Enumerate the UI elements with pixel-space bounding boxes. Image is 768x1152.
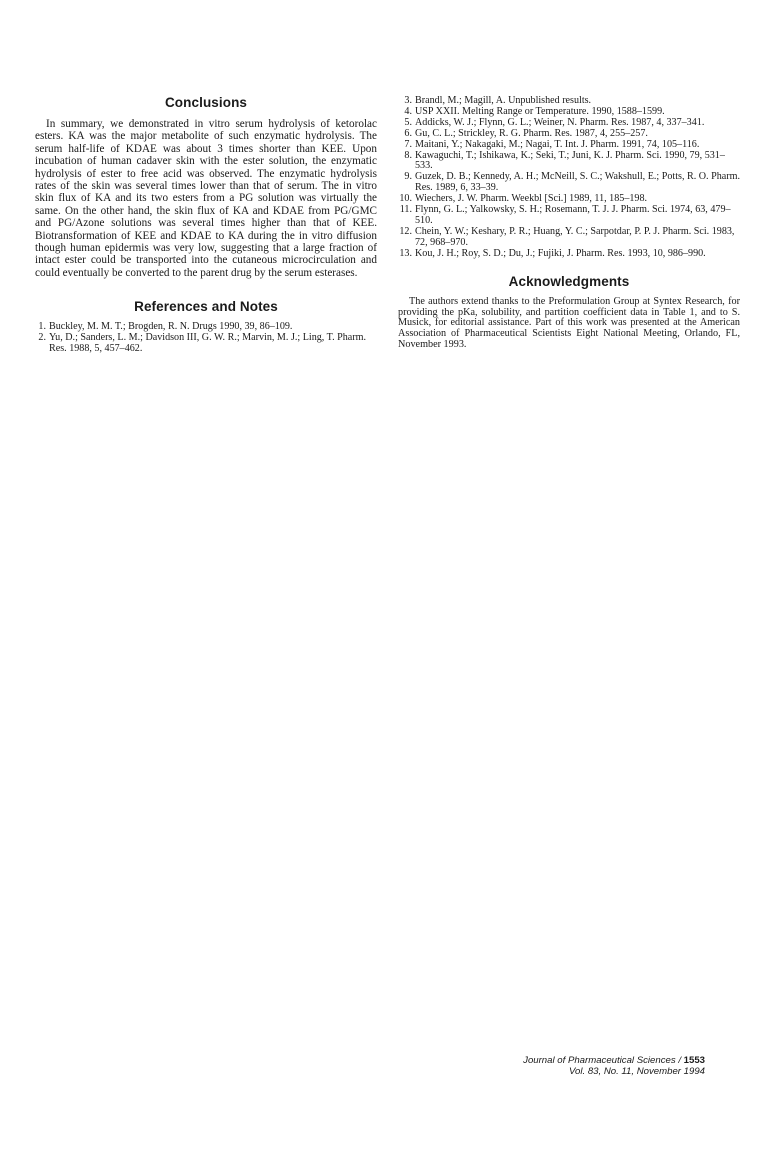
footer-issue-line: Vol. 83, No. 11, November 1994: [569, 1066, 705, 1077]
reference-item: 13. Kou, J. H.; Roy, S. D.; Du, J.; Fujiki, J. Pharm. Res. 1993, 10, 986–990.: [399, 247, 706, 259]
reference-list: [35, 322, 377, 355]
reference-item: 11. Flynn, G. L.; Yalkowsky, S. H.; Rosemann, T. J. J. Pharm. Sci. 1974, 63, 479–510.: [399, 204, 731, 226]
journal-name: Journal of Pharmaceutical Sciences /: [523, 1055, 684, 1066]
reference-item: 8. Kawaguchi, T.; Ishikawa, K.; Seki, T.; Juni, K. J. Pharm. Sci. 1990, 79, 531–533.: [404, 149, 725, 172]
reference-list-continued: [398, 96, 740, 260]
page-number: 1553: [683, 1055, 705, 1066]
left-column: [35, 95, 377, 355]
page-footer: [445, 1055, 705, 1077]
reference-item: 9. Guzek, D. B.; Kennedy, A. H.; McNeill, S. C.; Wakshull, E.; Potts, R. O. Pharm. Res. 1989, 6, 33–39.: [404, 171, 740, 194]
reference-item: 3. Brandl, M.; Magill, A. Unpublished results.: [404, 95, 592, 106]
reference-item: 7. Maitani, Y.; Nakagaki, M.; Nagai, T. Int. J. Pharm. 1991, 74, 105–116.: [404, 138, 700, 150]
reference-item: 10. Wiechers, J. W. Pharm. Weekbl [Sci.] 1989, 11, 185–198.: [399, 193, 648, 205]
reference-item: 4. USP XXII. Melting Range or Temperature. 1990, 1588–1599.: [404, 105, 665, 117]
acknowledgments-text: The authors extend thanks to the Preformulation Group at Syntex Research, for providing the pKa, solubility, and partition coefficient data in Table 1, and to S. Musick, for editorial assistance. Part of this work was presented at the American Association of Pharmaceutical Scientists Eight National Meeting, Orlando, FL, November 1993.: [398, 295, 740, 351]
footer-journal-line: [445, 1055, 705, 1066]
reference-item: 1. Buckley, M. M. T.; Brogden, R. N. Drugs 1990, 39, 86–109.: [38, 321, 293, 333]
reference-item: 5. Addicks, W. J.; Flynn, G. L.; Weiner, N. Pharm. Res. 1987, 4, 337–341.: [404, 116, 705, 128]
reference-item: 6. Gu, C. L.; Strickley, R. G. Pharm. Res. 1987, 4, 255–257.: [404, 127, 648, 139]
conclusions-heading: Conclusions: [164, 95, 248, 110]
conclusions-text: In summary, we demonstrated in vitro serum hydrolysis of ketorolac esters. KA was the major metabolite of such enzymatic hydrolysis. The serum half-life of KDAE was about 3 times shorter than KEE. Upon incubation of human cadaver skin with the ester solution, the enzymatic hydrolysis of ester to free acid was observed. The enzymatic hydrolysis rates of the skin was several times lower than that of serum. The in vitro skin flux of KA and its two esters from a PG solution was virtually the same. On the other hand, the skin flux of KA and KDAE from PG/GMC and PG/Azone solutions was several times higher than that of KEE. Biotransformation of KEE and KDAE to KA during the in vitro diffusion though human epidermis was very low, suggesting that a large fraction of intact ester could be transported into the cutaneous microcirculation and could eventually be converted to the parent drug by the serum esterases.: [35, 118, 377, 279]
references-heading: References and Notes: [134, 299, 278, 315]
right-column: [398, 96, 740, 351]
reference-item: 12. Chein, Y. W.; Keshary, P. R.; Huang, Y. C.; Sarpotdar, P. P. J. Pharm. Sci. 1983, 72, 968–970.: [399, 225, 735, 248]
reference-item: 2. Yu, D.; Sanders, L. M.; Davidson III, G. W. R.; Marvin, M. J.; Ling, T. Pharm. Res. 1988, 5, 457–462.: [38, 332, 367, 355]
acknowledgments-heading: Acknowledgments: [508, 273, 630, 289]
